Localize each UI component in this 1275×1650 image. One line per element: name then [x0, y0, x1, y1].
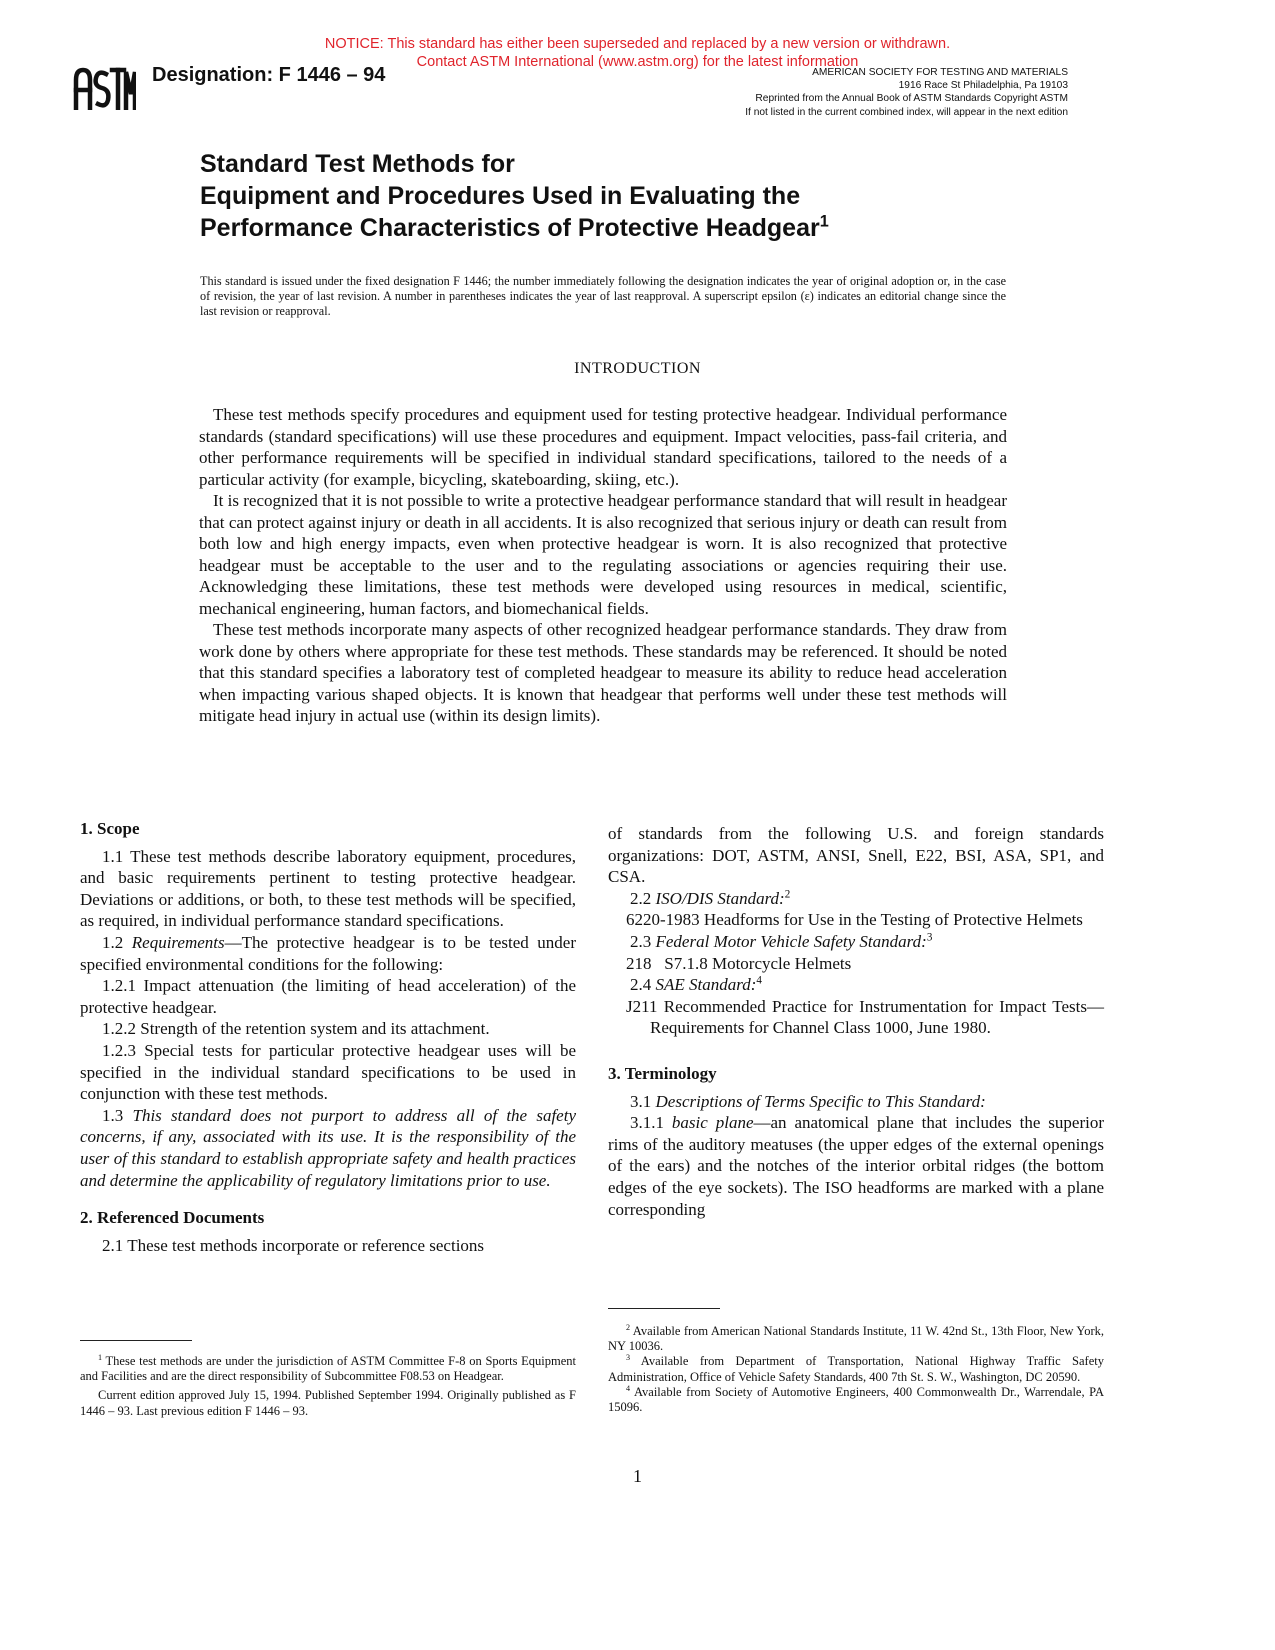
footnote-4 [608, 1385, 1104, 1415]
paragraph-number: 1.2 [102, 932, 132, 952]
footnote-text: These test methods are under the jurisdiction of ASTM Committee F-8 on Sports Equipment and Facilities and are the direct responsibility of Subcommittee F08.53 on Headgear. [80, 1354, 576, 1384]
paragraph-number: 1.3 [102, 1105, 133, 1125]
footnote-3 [608, 1354, 1104, 1384]
reference-fmvss-218: 218 S7.1.8 Motorcycle Helmets [626, 953, 852, 973]
safety-caveat: This standard does not purport to address all of the safety concerns, if any, associated with its use. It is the responsibility of the user of this standard to establish appropriate safety and health practices and determine the applicability of regulatory limitations prior to use. [80, 1105, 576, 1190]
paragraph-number: 3.1.1 [630, 1113, 672, 1133]
intro-paragraph: These test methods specify procedures and equipment used for testing protective headgear. Individual performance standards (standard specifications) will use these procedures and equipment. Impact velocities, pass-fail criteria, and other performance requirements will be specified in individual standard specifications, tailored to the needs of a particular activity (for example, bicycling, skateboarding, skiing, etc.). [199, 405, 1007, 489]
paragraph-3-1 [608, 1091, 1104, 1113]
paragraph-1-2-2: 1.2.2 Strength of the retention system and its attachment. [102, 1019, 490, 1039]
paragraph-1-3 [80, 1105, 576, 1191]
title-line-2: Equipment and Procedures Used in Evaluating the [200, 182, 801, 210]
introduction-text [199, 404, 1007, 727]
footnote-mark: 1 [98, 1352, 103, 1362]
left-column [80, 818, 576, 1256]
footnote-text: Available from American National Standards Institute, 11 W. 42nd St., 13th Floor, New York, NY 10036. [608, 1324, 1104, 1354]
footnote-mark: 3 [626, 1353, 631, 1363]
paragraph-number: 2.3 [630, 931, 656, 951]
issuance-note: This standard is issued under the fixed designation F 1446; the number immediately following the designation indicates the year of original adoption or, in the case of revision, the year of last revision. A number in parentheses indicates the year of last reapproval. A superscript epsilon (ε) indicates an editorial change since the last revision or reapproval. [200, 274, 1006, 318]
paragraph-2-2 [608, 888, 1104, 910]
footnote-mark: 2 [626, 1322, 631, 1332]
paragraph-2-4 [608, 974, 1104, 996]
subsection-label: SAE Standard: [655, 975, 757, 995]
paragraph-1-2-1: 1.2.1 Impact attenuation (the limiting of head acceleration) of the protective headgear. [80, 976, 576, 1017]
footnote-1 [80, 1354, 576, 1384]
publisher-line: If not listed in the current combined index, will appear in the next edition [745, 106, 1068, 118]
footnote-divider [608, 1308, 720, 1309]
section-heading-referenced-documents: 2. Referenced Documents [80, 1208, 265, 1228]
paragraph-1-2 [80, 932, 576, 975]
footnote-2 [608, 1324, 1104, 1354]
page-number: 1 [633, 1466, 642, 1486]
designation-label: Designation: F 1446 – 94 [152, 64, 386, 86]
introduction-heading: INTRODUCTION [574, 360, 701, 377]
publisher-line: Reprinted from the Annual Book of ASTM Standards Copyright ASTM [755, 93, 1068, 105]
footnote-text: Available from Department of Transportation, National Highway Traffic Safety Administration, Office of Vehicle Safety Standards, 400 7th St. S. W., Washington, DC 20590. [608, 1354, 1104, 1384]
document-title [200, 148, 1080, 244]
defined-term: basic plane [671, 1113, 754, 1133]
notice-line-1: NOTICE: This standard has either been superseded and replaced by a new version or withdrawn. [324, 36, 951, 52]
footnote-mark: 2 [784, 888, 791, 901]
footnote-text: Available from Society of Automotive Engineers, 400 Commonwealth Dr., Warrendale, PA 15096. [608, 1384, 1104, 1415]
paragraph-number: 2.2 [630, 888, 656, 908]
notice-line-2: Contact ASTM International (www.astm.org) for the latest information [416, 54, 859, 70]
footnote-mark: 4 [756, 974, 762, 987]
paragraph-3-1-1 [608, 1112, 1104, 1220]
publisher-line: 1916 Race St Philadelphia, Pa 19103 [898, 80, 1068, 92]
reference-sae-j211: J211 Recommended Practice for Instrumentation for Impact Tests—Requirements for Channel Class 1000, June 1980. [626, 996, 1104, 1038]
paragraph-number: 3.1 [630, 1091, 656, 1111]
footnote-divider [80, 1340, 192, 1341]
paragraph-2-1-continued: of standards from the following U.S. and foreign standards organizations: DOT, ASTM, ANSI, Snell, E22, BSI, ASA, SP1, and CSA. [608, 824, 1104, 887]
paragraph-1-2-3: 1.2.3 Special tests for particular protective headgear uses will be specified in the individual standard specifications to be used in conjunction with these test methods. [80, 1040, 576, 1104]
subsection-label: Requirements [131, 932, 225, 952]
paragraph-1-1: 1.1 These test methods describe laboratory equipment, procedures, and basic requirements pertinent to testing protective headgear. Deviations or additions, or both, to these test methods will be specified, as required, in individual performance standard specifications. [80, 846, 576, 931]
title-line-3 [200, 212, 1080, 244]
reference-iso-6220: 6220-1983 Headforms for Use in the Testing of Protective Helmets [626, 910, 1083, 930]
intro-paragraph: These test methods incorporate many aspects of other recognized headgear performance standards. They draw from work done by others where appropriate for these test methods. These standards may be referenced. It should be noted that this standard specifies a laboratory test of completed headgear to measure its ability to reduce head acceleration when impacting various shaped objects. It is known that headgear that performs well under these test methods will mitigate head injury in actual use (within its design limits). [199, 620, 1007, 725]
section-heading-terminology: 3. Terminology [608, 1063, 717, 1083]
publisher-block [690, 66, 1068, 119]
paragraph-2-1: 2.1 These test methods incorporate or reference sections [102, 1235, 485, 1255]
right-column [608, 823, 1104, 1220]
paragraph-2-3 [608, 931, 1104, 953]
astm-logo-icon [72, 66, 136, 110]
paragraph-text: —The protective headgear is to be tested under specified environmental conditions for the following: [80, 932, 576, 974]
footnote-mark: 1 [819, 212, 829, 231]
footnote-1-edition: Current edition approved July 15, 1994. Published September 1994. Originally published as F 1446 – 93. Last previous edition F 1446 – 93. [80, 1388, 576, 1418]
subsection-label: Federal Motor Vehicle Safety Standard: [655, 931, 927, 951]
title-line-1: Standard Test Methods for [200, 150, 515, 178]
title-line-3-text: Performance Characteristics of Protective Headgear [200, 214, 820, 242]
section-heading-scope: 1. Scope [80, 819, 140, 838]
footnotes-left [80, 1354, 576, 1419]
footnote-mark: 3 [926, 931, 933, 944]
footnote-mark: 4 [626, 1383, 631, 1393]
paragraph-number: 2.4 [630, 975, 656, 995]
subsection-label: Descriptions of Terms Specific to This Standard: [655, 1091, 986, 1111]
publisher-line: AMERICAN SOCIETY FOR TESTING AND MATERIALS [812, 67, 1068, 78]
paragraph-text: —an anatomical plane that includes the superior rims of the auditory meatuses (the upper edges of the external openings of the ears) and the notches of the interior orbital ridges (the bottom edges of the eye sockets). The ISO headforms are marked with a plane corresponding [608, 1113, 1105, 1219]
intro-paragraph: It is recognized that it is not possible to write a protective headgear performance standard that will result in headgear that can protect against injury or death in all accidents. It is also recognized that serious injury or death can result from both low and high energy impacts, even when protective headgear is worn. It is also recognized that protective headgear must be acceptable to the user and to the regulating associations or agencies requiring their use. Acknowledging these limitations, these test methods were developed using resources in medical, scientific, mechanical engineering, human factors, and biomechanical fields. [199, 491, 1007, 618]
footnotes-right [608, 1324, 1104, 1415]
subsection-label: ISO/DIS Standard: [655, 888, 785, 908]
